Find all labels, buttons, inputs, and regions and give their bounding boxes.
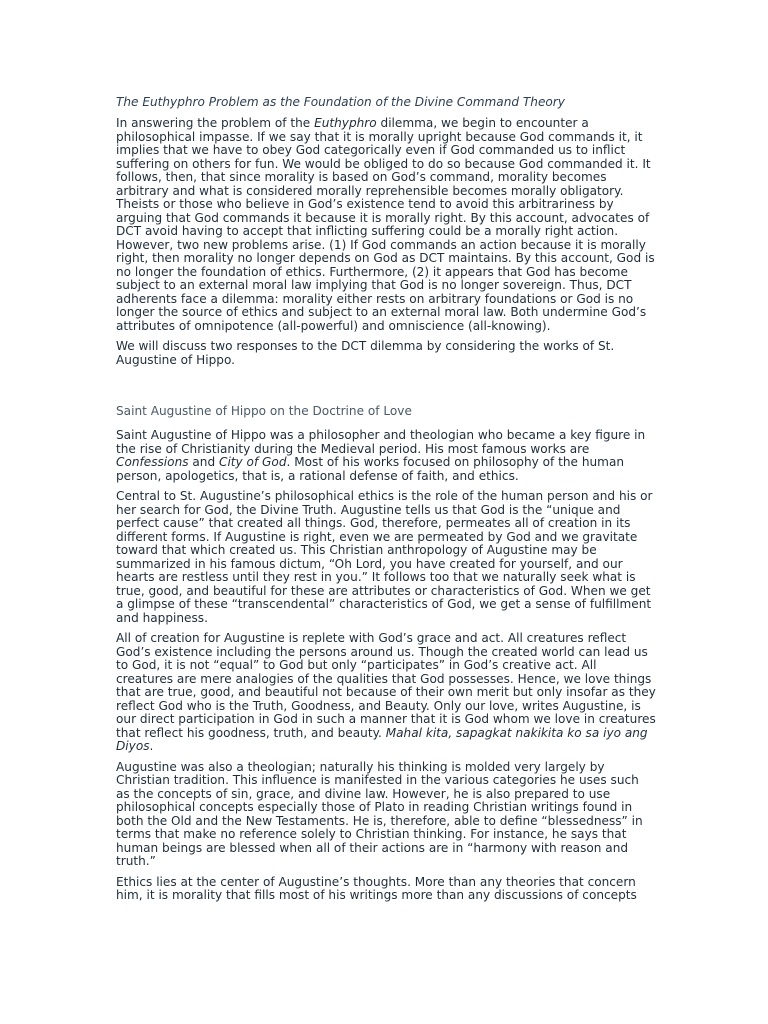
paragraph-5-text-end: . xyxy=(149,739,154,753)
paragraph-4: Central to St. Augustine’s philosophical ethics is the role of the human person and his or her search for God, the Divine Truth. Augustine tells us that God is the “unique and perfect cause” that created all things. God, therefore, permeates all of creation in its different forms. If Augustine is right, even we are permeated by God and we gravitate toward that which created us. This Christian anthropology of Augustine may be summarized in his famous dictum, “Oh Lord, you have created for yourself, and our hearts are restless until they rest in you.” It follows too that we naturally seek what is true, good, and beautiful for these are attributes or characteristics of God. When we get a glimpse of these “transcendental” characteristics of God, we get a sense of fulfillment and happiness. xyxy=(116,489,653,625)
paragraph-5-text-start: All of creation for Augustine is replete with God’s grace and act. All creatures reflect God’s existence including the persons around us. Though the created world can lead us to God, it is not “equal” to God but only “participates” in God’s creative act. All creatures are mere analogies of the qualities that God possesses. Hence, we love things that are true, good, and beautiful not because of their own merit but only insofar as they reflect God who is the Truth, Goodness, and Beauty. Only our love, writes Augustine, is our direct participation in God in such a manner that it is God whom we love in creatures that reflect his goodness, truth, and beauty. xyxy=(116,631,656,740)
document-title: The Euthyphro Problem as the Foundation of the Divine Command Theory xyxy=(116,95,565,109)
paragraph-3-text-start: Saint Augustine of Hippo was a philosopher and theologian who became a key figure in the rise of Christianity during the Medieval period. His most famous works are xyxy=(116,428,646,456)
paragraph-1-text-end: dilemma, we begin to encounter a philosophical impasse. If we say that it is morally upright because God commands it, it implies that we have to obey God categorically even if God commanded us to inflict suffering on others for fun. We would be obliged to do so because God commanded it. It follows, then, that since morality is based on God’s command, morality becomes arbitrary and what is considered morally reprehensible becomes morally obligatory. Theists or those who believe in God’s existence tend to avoid this arbitrariness by arguing that God commands it because it is morally right. By this account, advocates of DCT avoid having to accept that inflicting suffering could be a morally right action. However, two new problems arise. (1) If God commands an action because it is morally right, then morality no longer depends on God as DCT maintains. By this account, God is no longer the foundation of ethics. Furthermore, (2) it appears that God has become subject to an external moral law implying that God is no longer sovereign. Thus, DCT adherents face a dilemma: morality either rests on arbitrary foundations or God is no longer the source of ethics and subject to an external moral law. Both undermine God’s attributes of omnipotence (all-powerful) and omniscience (all-knowing). xyxy=(116,116,655,333)
tagalog-quote-italic: Mahal kita, sapagkat nakikita ko sa iyo ang Diyos xyxy=(116,725,648,753)
confessions-italic: Confessions xyxy=(116,455,189,469)
paragraph-3 xyxy=(116,429,656,483)
paragraph-5 xyxy=(116,632,656,754)
paragraph-7: Ethics lies at the center of Augustine’s thoughts. More than any theories that concern him, it is morality that fills most of his writings more than any discussions of concepts xyxy=(116,874,637,902)
section-heading: Saint Augustine of Hippo on the Doctrine of Love xyxy=(116,404,412,418)
euthyphro-italic: Euthyphro xyxy=(314,116,377,130)
document-page xyxy=(116,94,656,910)
paragraph-3-text-end: . Most of his works focused on philosophy of the human person, apologetics, that is, a rational defense of faith, and ethics. xyxy=(116,455,625,483)
paragraph-6: Augustine was also a theologian; naturally his thinking is molded very largely by Christian tradition. This influence is manifested in the various categories he uses such as the concepts of sin, grace, and divine law. However, he is also prepared to use philosophical concepts especially those of Plato in reading Christian writings found in both the Old and the New Testaments. He is, therefore, able to define “blessedness” in terms that make no reference solely to Christian thinking. For instance, he says that human beings are blessed when all of their actions are in “harmony with reason and truth.” xyxy=(116,759,643,868)
paragraph-1 xyxy=(116,117,656,333)
city-of-god-italic: City of God xyxy=(219,455,287,469)
paragraph-3-text-mid: and xyxy=(188,455,219,469)
paragraph-2: We will discuss two responses to the DCT dilemma by considering the works of St. Augustine of Hippo. xyxy=(116,339,615,367)
paragraph-1-text-start: In answering the problem of the xyxy=(116,116,315,130)
